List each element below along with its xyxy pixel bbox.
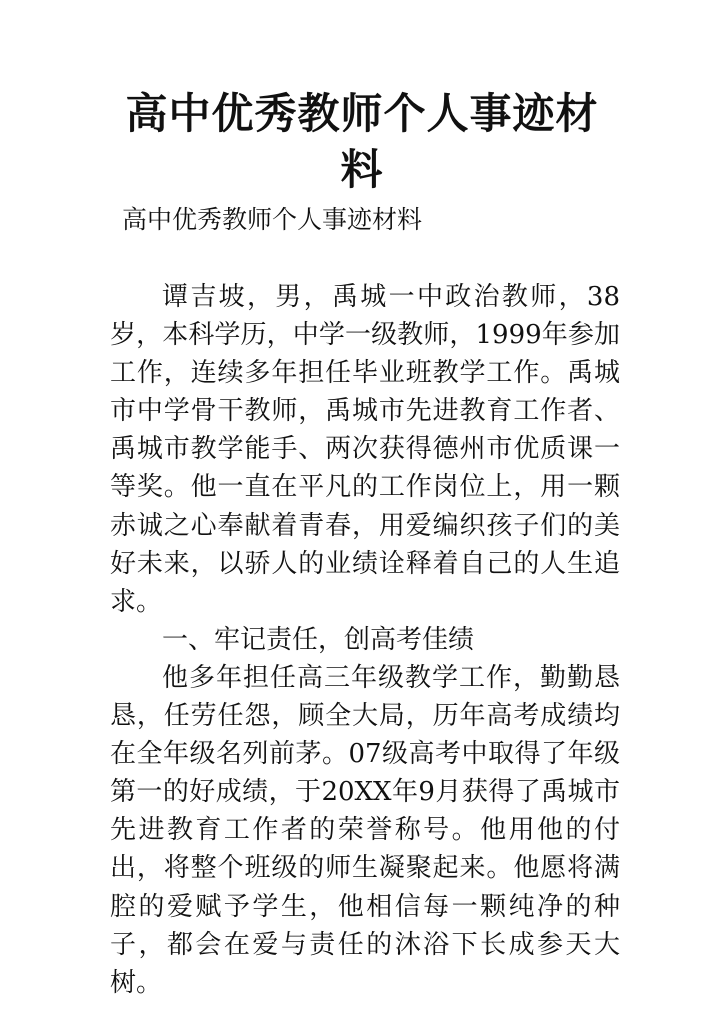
paragraph-section-1: 他多年担任高三年级教学工作，勤勤恳恳，任劳任怨，顾全大局，历年高考成绩均在全年级名列前茅。07级高考中取得了年级第一的好成绩，于20XX年9月获得了禹城市先进教育工作者的荣誉称号。他用他的付出，将整个班级的师生凝聚起来。他愿将满腔的爱赋予学生，他相信每一颗纯净的种子，都会在爱与责任的沐浴下长成参天大树。	[110, 662, 620, 998]
document-subtitle: 高中优秀教师个人事迹材料	[122, 205, 423, 234]
document-body	[110, 278, 620, 1002]
document-title: 高中优秀教师个人事迹材料	[125, 89, 599, 194]
paragraph-intro: 谭吉坡，男，禹城一中政治教师，38岁，本科学历，中学一级教师，1999年参加工作，连续多年担任毕业班教学工作。禹城市中学骨干教师，禹城市先进教育工作者、禹城市教学能手、两次获得德州市优质课一等奖。他一直在平凡的工作岗位上，用一颗赤诚之心奉献着青春，用爱编织孩子们的美好未来，以骄人的业绩诠释着自己的人生追求。	[110, 282, 620, 617]
section-heading: 一、牢记责任，创高考佳绩	[162, 624, 475, 655]
